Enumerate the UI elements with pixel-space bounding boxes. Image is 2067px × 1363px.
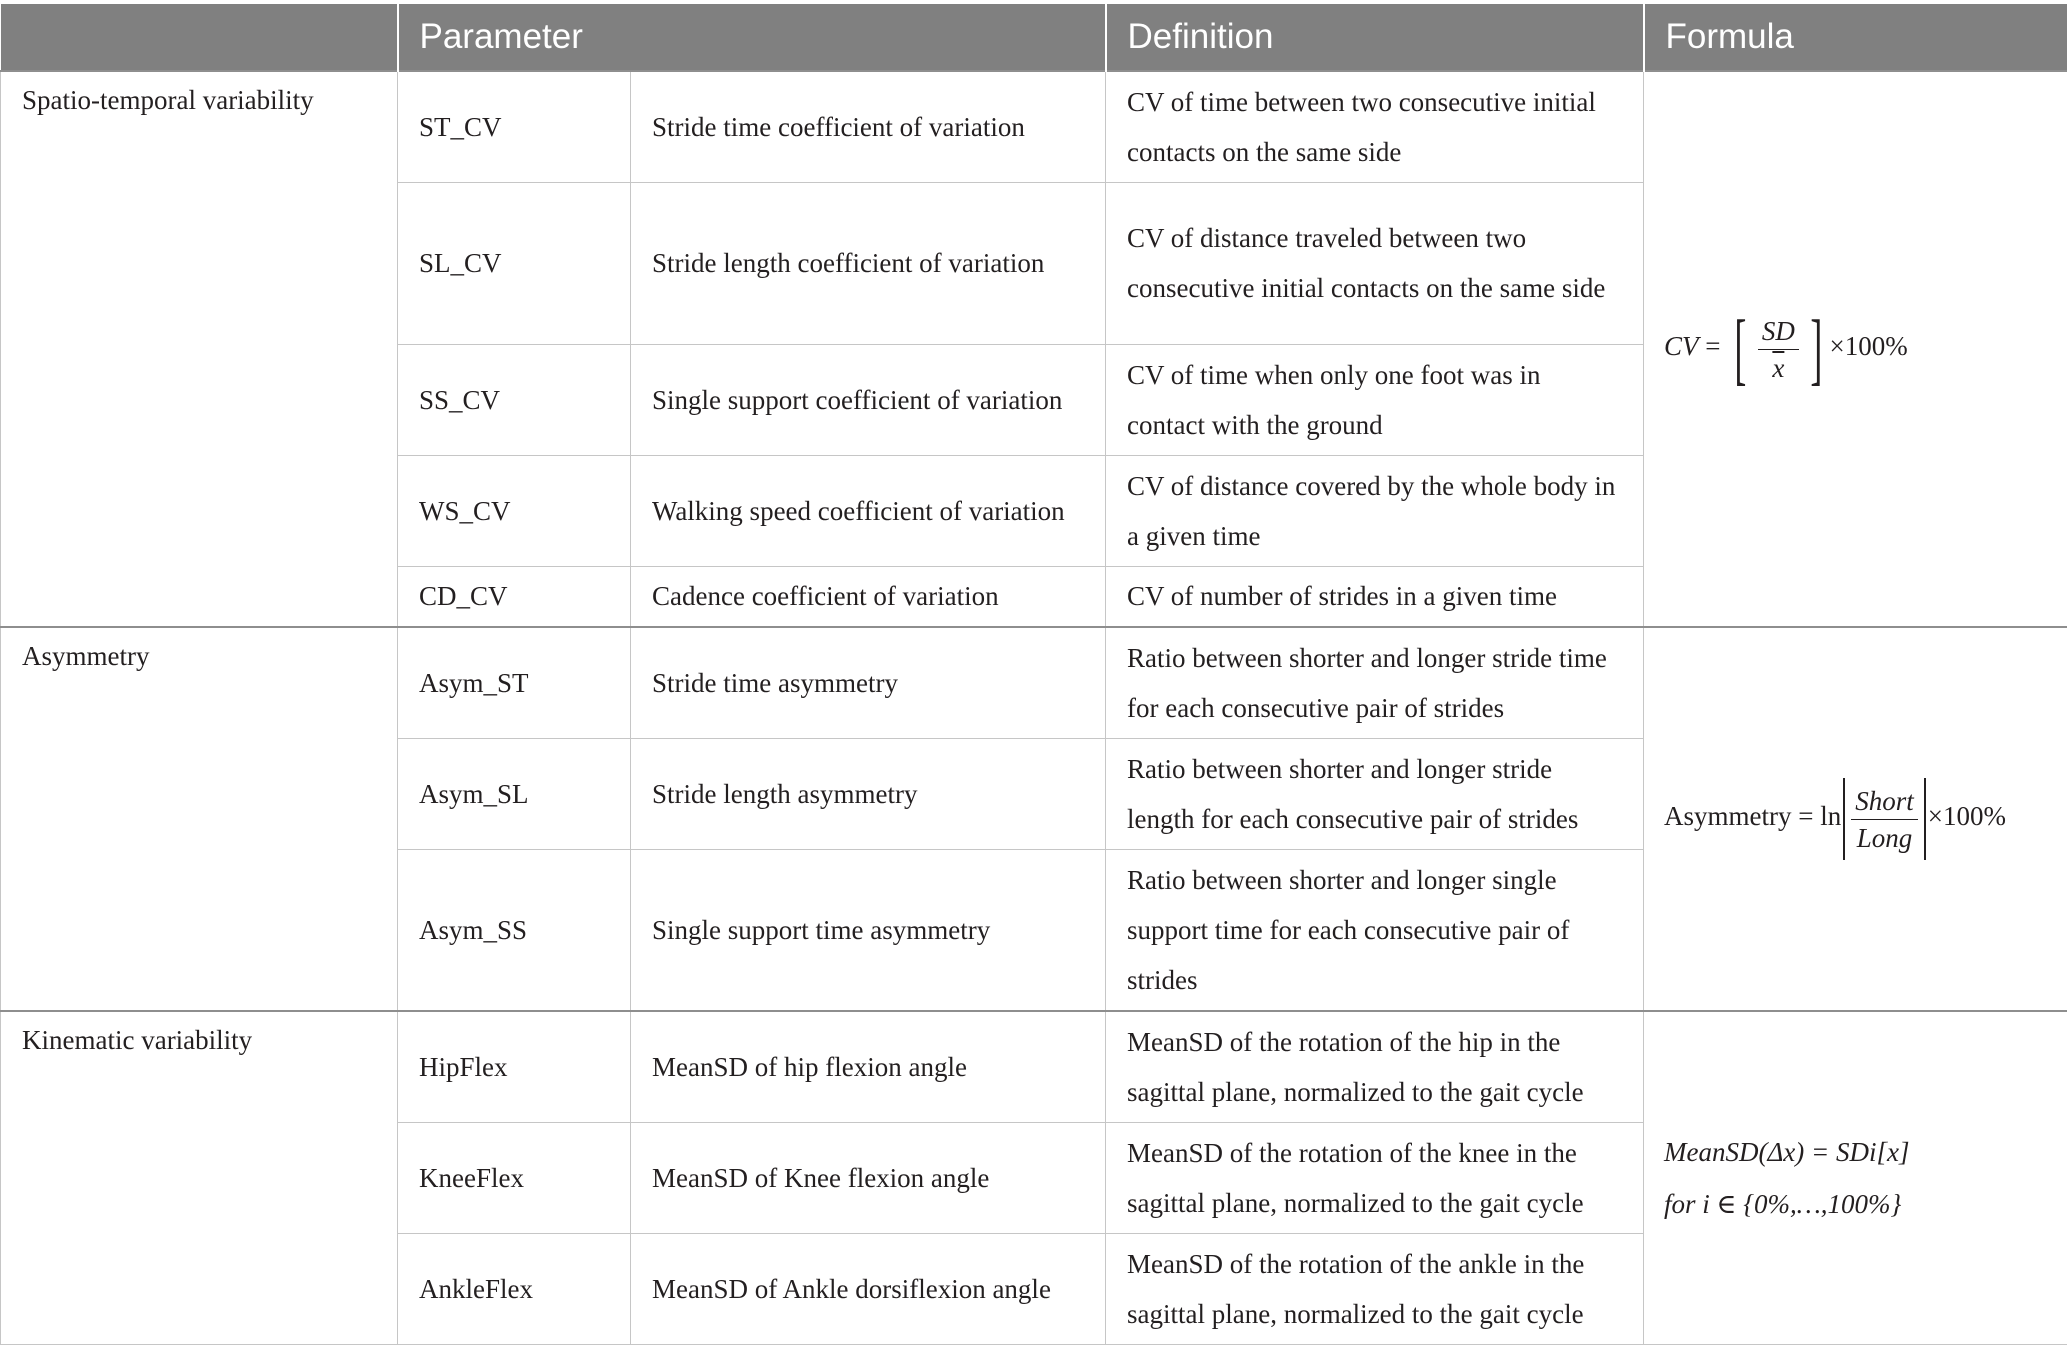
formula-line-2: for i ∈ {0%,…,100%}: [1664, 1188, 1902, 1219]
fraction: [1851, 783, 1918, 856]
name-cell: Stride length coefficient of variation: [631, 182, 1106, 344]
name-cell: Stride time asymmetry: [631, 627, 1106, 738]
meansd-formula: [1664, 1126, 2046, 1230]
abbr-cell: Asym_ST: [398, 627, 631, 738]
definition-cell: Ratio between shorter and longer stride length for each consecutive pair of strides: [1106, 738, 1644, 849]
definition-cell: MeanSD of the rotation of the ankle in the sagittal plane, normalized to the gait cycle: [1106, 1233, 1644, 1344]
abbr-cell: Asym_SL: [398, 738, 631, 849]
asymmetry-formula: [1664, 785, 2006, 853]
formula-cell-meansd: [1644, 1011, 2067, 1344]
abs-bar-left: [1843, 778, 1845, 860]
name-cell: MeanSD of hip flexion angle: [631, 1011, 1106, 1122]
header-blank: [1, 4, 398, 71]
formula-cell-cv: [1644, 71, 2067, 627]
table-row: [1, 71, 2067, 182]
abbr-cell: ST_CV: [398, 71, 631, 182]
definition-cell: Ratio between shorter and longer single support time for each consecutive pair of strides: [1106, 849, 1644, 1011]
right-bracket: ]: [1810, 305, 1823, 393]
abbr-cell: WS_CV: [398, 455, 631, 566]
header-row: [1, 4, 2067, 71]
header-formula: Formula: [1644, 4, 2067, 71]
table-row: [1, 1011, 2067, 1122]
definition-cell: CV of time between two consecutive initial contacts on the same side: [1106, 71, 1644, 182]
parameter-table: [0, 4, 2067, 1345]
fraction-numerator: SD: [1758, 313, 1799, 350]
definition-cell: CV of distance traveled between two consecutive initial contacts on the same side: [1106, 182, 1644, 344]
abbr-cell: SL_CV: [398, 182, 631, 344]
name-cell: Single support coefficient of variation: [631, 344, 1106, 455]
formula-suffix: ×100%: [1927, 801, 2006, 832]
left-bracket: [: [1734, 305, 1747, 393]
name-cell: Stride length asymmetry: [631, 738, 1106, 849]
formula-lhs: Asymmetry = ln: [1664, 801, 1842, 832]
abbr-cell: CD_CV: [398, 566, 631, 627]
header-parameter: Parameter: [398, 4, 1106, 71]
definition-cell: MeanSD of the rotation of the knee in the sagittal plane, normalized to the gait cycle: [1106, 1122, 1644, 1233]
abbr-cell: AnkleFlex: [398, 1233, 631, 1344]
abbr-cell: HipFlex: [398, 1011, 631, 1122]
abbr-cell: Asym_SS: [398, 849, 631, 1011]
definition-cell: MeanSD of the rotation of the hip in the sagittal plane, normalized to the gait cycle: [1106, 1011, 1644, 1122]
category-cell: Asymmetry: [1, 627, 398, 1011]
name-cell: Single support time asymmetry: [631, 849, 1106, 1011]
definition-cell: CV of time when only one foot was in contact with the ground: [1106, 344, 1644, 455]
formula-cell-asymmetry: [1644, 627, 2067, 1011]
abs-bar-right: [1924, 778, 1926, 860]
name-cell: MeanSD of Knee flexion angle: [631, 1122, 1106, 1233]
abbr-cell: SS_CV: [398, 344, 631, 455]
fraction: [1758, 313, 1799, 386]
fraction-numerator: Short: [1851, 783, 1918, 820]
abbr-cell: KneeFlex: [398, 1122, 631, 1233]
definition-cell: CV of distance covered by the whole body in a given time: [1106, 455, 1644, 566]
fraction-denominator: x: [1772, 352, 1785, 383]
name-cell: Stride time coefficient of variation: [631, 71, 1106, 182]
cv-formula: CV = [ $\frac{SD}{x}$ ] ×100%: [1664, 305, 1908, 393]
category-cell: Kinematic variability: [1, 1011, 398, 1344]
name-cell: Walking speed coefficient of variation: [631, 455, 1106, 566]
formula-lhs: CV: [1664, 331, 1699, 362]
definition-cell: CV of number of strides in a given time: [1106, 566, 1644, 627]
formula-line-1: MeanSD(Δx) = SDi[x]: [1664, 1136, 1910, 1167]
fraction-denominator: Long: [1856, 822, 1913, 853]
category-cell: Spatio-temporal variability: [1, 71, 398, 627]
parameter-table-document: [0, 4, 2067, 1345]
header-definition: Definition: [1106, 4, 1644, 71]
table-row: [1, 627, 2067, 738]
definition-cell: Ratio between shorter and longer stride time for each consecutive pair of strides: [1106, 627, 1644, 738]
formula-suffix: ×100%: [1829, 331, 1908, 362]
name-cell: MeanSD of Ankle dorsiflexion angle: [631, 1233, 1106, 1344]
name-cell: Cadence coefficient of variation: [631, 566, 1106, 627]
